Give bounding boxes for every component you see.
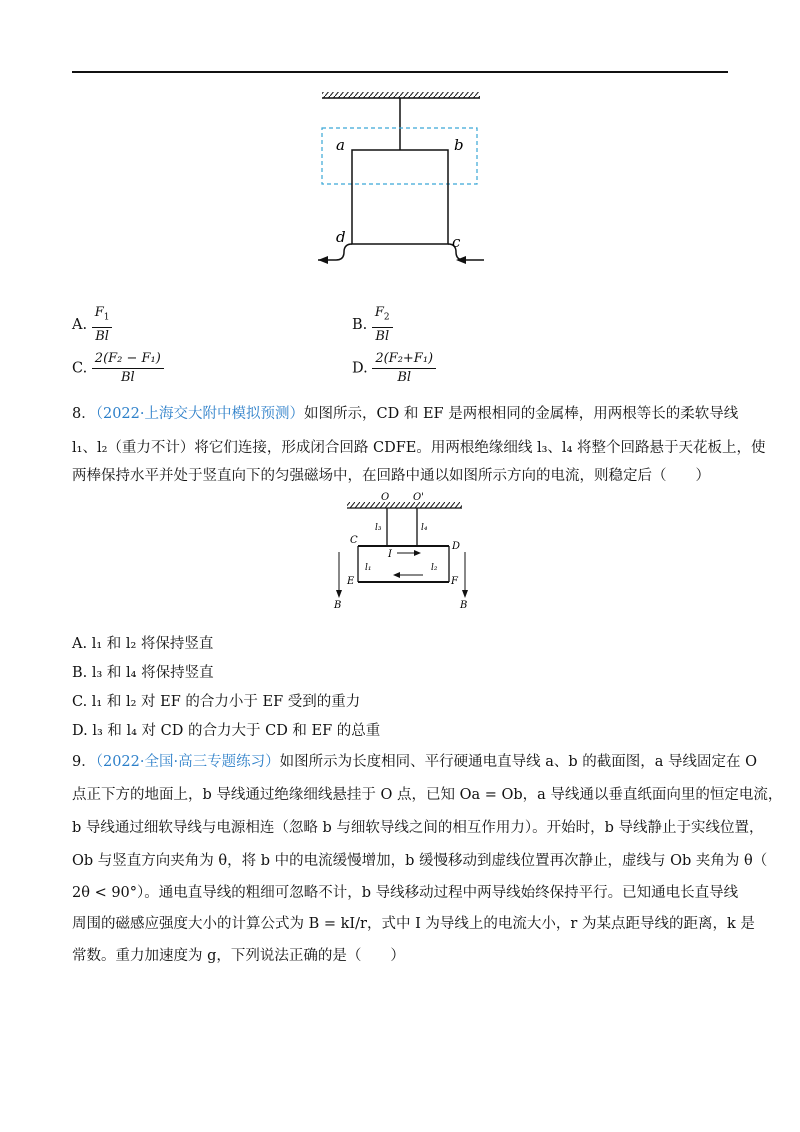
q7-option-a-fraction [92,304,113,346]
q7-c-den: Bl [120,370,135,385]
label-I: I [388,549,392,560]
q7-option-b-fraction [372,304,393,346]
q9-number: 9． [72,754,96,770]
figure-hanging-loop [300,90,500,280]
q9-line-5: 2θ < 90°）。通电直导线的粗细可忽略不计，b 导线移动过程中两导线始终保持平行。已知通电长直导线 [72,885,739,901]
label-F: F [451,576,458,587]
q7-a-num: F [94,305,104,320]
lead-left [318,244,352,260]
q8-c-text: l₁ 和 l₂ 对 EF 的合力小于 EF 受到的重力 [91,694,361,710]
q7-option-c-letter: C. [72,360,88,377]
ceiling-hatch [322,92,480,98]
q8-d-text: l₃ 和 l₄ 对 CD 的合力大于 CD 和 EF 的总重 [92,723,381,739]
label-E: E [347,576,355,587]
q9-line-6: 周围的磁感应强度大小的计算公式为 B = kI/r，式中 I 为导线上的电流大小，r 为某点距导线的距离，k 是 [72,916,755,932]
q7-a-den: Bl [95,328,109,344]
q8-line-3: 两棒保持水平并处于竖直向下的匀强磁场中，在回路中通以如图所示方向的电流，则稳定后（ ） [72,468,710,484]
q8-line-2: l₁、l₂（重力不计）将它们连接，形成闭合回路 CDFE。用两根绝缘细线 l₃、l₄ 将整个回路悬于天花板上，使 [72,440,766,456]
label-O-prime: O' [413,492,424,503]
label-b: b [454,136,464,154]
label-d: d [336,228,346,246]
q8-number: 8． [72,406,96,422]
q7-option-a-letter: A. [72,316,88,333]
q7-option-c-fraction [92,350,164,387]
q7-b-den: Bl [375,328,390,344]
label-B-right: B [460,600,468,610]
square-loop [352,150,448,244]
label-a: a [336,136,345,154]
q9-line-2: 点正下方的地面上，b 导线通过绝缘细线悬挂于 O 点，已知 Oa = Ob，a 导线通以垂直纸面向里的恒定电流， [72,787,783,803]
q8-option-b[interactable] [72,663,214,683]
q7-option-c[interactable] [72,350,164,387]
label-l2: l₂ [431,563,438,573]
label-O: O [381,492,390,503]
q7-option-a[interactable] [72,304,112,346]
q7-a-sub: 1 [103,312,110,323]
q8-d-letter: D. [72,723,88,739]
q9-line-4: Ob 与竖直方向夹角为 θ，将 b 中的电流缓慢增加，b 缓慢移动到虚线位置再次静止，虚线与 Ob 夹角为 θ（ [72,853,768,869]
q8-source[interactable]: （2022·上海交大附中模拟预测） [95,406,304,422]
header-rule [72,71,728,73]
label-l1: l₁ [365,563,372,573]
ceiling-hatch-2 [347,502,462,508]
q7-option-d-letter: D. [352,360,368,377]
q8-b-text: l₃ 和 l₄ 将保持竖直 [91,665,214,681]
q7-option-b-letter: B. [352,316,368,333]
q7-option-d-fraction [372,350,436,387]
current-arrowhead-bottom [393,572,400,578]
q9-text-1: 如图所示为长度相同、平行硬通电直导线 a、b 的截面图，a 导线固定在 O [279,754,758,770]
label-c: c [452,233,461,251]
q7-b-num: F [374,305,384,320]
q8-c-letter: C. [72,694,88,710]
q8-a-letter: A. [72,636,88,652]
q8-option-c[interactable] [72,692,360,712]
field-arrowhead-left [336,590,342,598]
label-l3: l₃ [375,523,382,533]
q8-line-1 [72,404,738,424]
q8-option-a[interactable] [72,634,213,654]
label-l4: l₄ [421,523,428,533]
q7-d-num: 2(F₂+F₁) [372,350,436,369]
q7-option-d[interactable] [352,350,436,387]
q8-b-letter: B. [72,665,88,681]
q8-a-text: l₁ 和 l₂ 将保持竖直 [91,636,214,652]
q9-source[interactable]: （2022·全国·高三专题练习） [95,754,280,770]
q9-line-1 [72,752,757,772]
q8-text-1: 如图所示，CD 和 EF 是两根相同的金属棒，用两根等长的柔软导线 [304,406,739,422]
label-D: D [452,541,461,552]
field-arrowhead-right [462,590,468,598]
label-C: C [350,535,358,546]
label-B-left: B [334,600,342,610]
q8-option-d[interactable] [72,721,380,741]
current-arrowhead-top [414,550,421,556]
q7-b-sub: 2 [383,312,390,323]
q9-line-7: 常数。重力加速度为 g，下列说法正确的是（ ） [72,948,405,964]
q7-d-den: Bl [397,370,412,385]
q7-option-b[interactable] [352,304,393,346]
arrow-left [318,256,328,264]
q7-c-num: 2(F₂ − F₁) [92,350,164,369]
q9-line-3: b 导线通过细软导线与电源相连（忽略 b 与细软导线之间的相互作用力）。开始时，b 导线静止于实线位置， [72,820,764,836]
figure-cdfe-circuit [325,490,485,610]
